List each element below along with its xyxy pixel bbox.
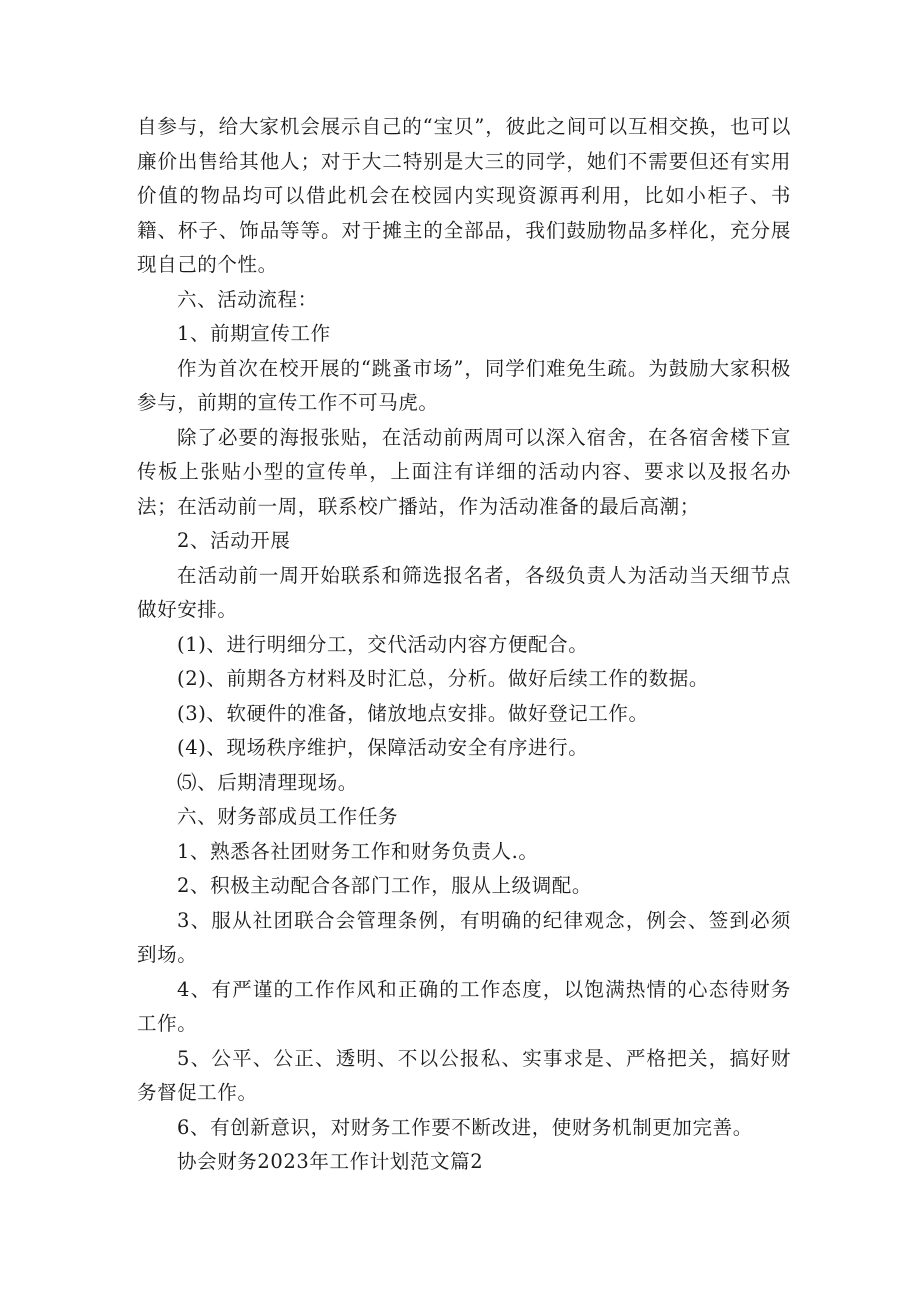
list-item: (3)、软硬件的准备，储放地点安排。做好登记工作。: [177, 701, 649, 725]
task-item: 6、有创新意识，对财务工作要不断改进，使财务机制更加完善。: [177, 1115, 753, 1139]
task-item: 2、积极主动配合各部门工作，服从上级调配。: [177, 874, 593, 897]
task-item: 1、熟悉各社团财务工作和财务负责人.。: [177, 839, 539, 863]
list-item: ⑸、后期清理现场。: [177, 770, 358, 794]
heading-activity-process: 六、活动流程：: [177, 287, 318, 311]
paragraph-intro: 自参与，给大家机会展示自己的“宝贝”，彼此之间可以互相交换，也可以廉价出售给其他人；对于大二特别是大三的同学，她们不需要但还有实用价值的物品均可以借此机会在校园内实现资源再利用，比如小柜子、书籍、杯子、饰品等等。对于摊主的全部品，我们鼓励物品多样化，充分展现自己的个性。: [137, 115, 791, 276]
task-item: 4、有严谨的工作作风和正确的工作态度，以饱满热情的心态待财务工作。: [137, 977, 791, 1035]
paragraph-activity: 在活动前一周开始联系和筛选报名者，各级负责人为活动当天细节点做好安排。: [137, 563, 791, 621]
list-item: (2)、前期各方材料及时汇总，分析。做好后续工作的数据。: [177, 667, 709, 690]
document-body: [137, 110, 791, 1180]
task-item: 3、服从社团联合会管理条例，有明确的纪律观念，例会、签到必须到场。: [137, 908, 791, 966]
list-item: (1)、进行明细分工，交代活动内容方便配合。: [177, 632, 589, 656]
section-title: 协会财务2023年工作计划范文篇2: [177, 1150, 484, 1173]
subheading-publicity: 1、前期宣传工作: [177, 322, 331, 345]
task-item: 5、公平、公正、透明、不以公报私、实事求是、严格把关，搞好财务督促工作。: [137, 1046, 791, 1104]
paragraph-publicity-1: 作为首次在校开展的“跳蚤市场”，同学们难免生疏。为鼓励大家积极参与，前期的宣传工作不可马虎。: [137, 356, 791, 414]
heading-finance-tasks: 六、财务部成员工作任务: [177, 805, 399, 828]
list-item: (4)、现场秩序维护，保障活动安全有序进行。: [177, 736, 589, 759]
subheading-activity: 2、活动开展: [177, 529, 291, 552]
paragraph-publicity-2: 除了必要的海报张贴，在活动前两周可以深入宿舍，在各宿舍楼下宣传板上张贴小型的宣传单，上面注有详细的活动内容、要求以及报名办法；在活动前一周，联系校广播站，作为活动准备的最后高潮；: [137, 425, 791, 518]
